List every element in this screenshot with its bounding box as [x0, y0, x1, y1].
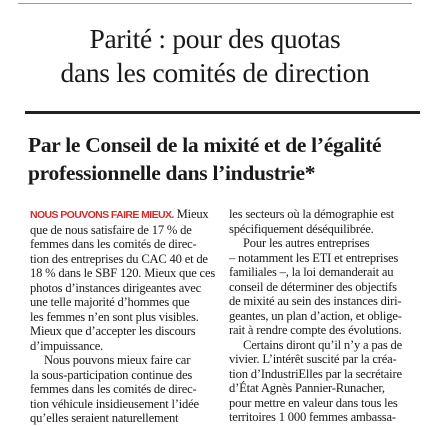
left-line: d’impuissance. — [30, 338, 104, 353]
byline-line-2: professionnelle dans l’industrie* — [28, 161, 316, 185]
left-line-0-text: Mieux — [173, 207, 209, 221]
left-line: Nous pouvons mieux faire car — [44, 353, 191, 367]
left-line: la sous-participation continue des — [30, 367, 193, 382]
right-line: tion d’IndustriElles par la secrétaire — [229, 366, 402, 381]
right-line: – notamment les ETI et entreprises — [229, 250, 399, 265]
right-line: Pour les autres entreprises — [243, 236, 370, 250]
left-line: tion véhicule insidieusement l’idée — [30, 396, 199, 411]
left-line: 18 % dans le SBF 120. Mieux que ces — [30, 266, 216, 280]
right-line: geantes, un plan d’action, et oblige- — [229, 308, 402, 323]
right-line: vivier. L’intérêt suscité par la créa- — [229, 352, 397, 366]
section-rule — [25, 111, 420, 114]
left-line: une telle majorité d’hommes que — [30, 295, 190, 309]
right-line: spécifiquement déséquilibrée. — [229, 221, 374, 236]
headline-line-2: dans les comités de direction — [60, 57, 370, 88]
left-line: femmes dans les comités de direc- — [30, 237, 197, 251]
right-line: de mixité au sein des instances diri- — [229, 294, 402, 308]
right-line: d’État Agnès Pannier-Runacher, — [229, 381, 385, 395]
right-column — [229, 207, 425, 425]
kicker: NOUS POUVONS FAIRE MIEUX. — [30, 209, 174, 221]
byline — [28, 131, 422, 187]
right-line: les secteurs où la démographie est — [229, 207, 394, 221]
headline-line-1: Parité : pour des quotas — [89, 23, 341, 54]
left-line: photos d’instances dirigeantes avec — [30, 280, 202, 295]
left-line: les femmes n’en sont plus visibles. — [30, 309, 199, 324]
left-line: qu’elles seraient naturellement — [30, 411, 179, 425]
right-line: Certains diront qu’il n’y a pas de — [243, 337, 402, 352]
right-line: pour mettre en valeur dans tous les — [229, 395, 398, 410]
top-rule — [18, 3, 412, 4]
right-line: territoires 1 000 femmes ambassa- — [229, 410, 396, 424]
left-column — [30, 207, 223, 426]
headline — [0, 22, 430, 90]
left-line: femmes dans les comités de direc- — [30, 382, 197, 396]
right-line: rait à rendre compte des évolutions. — [229, 323, 402, 337]
byline-line-1: Par le Conseil de la mixité et de l’égalité — [28, 133, 382, 157]
left-line-0 — [30, 207, 223, 223]
left-line: Mieux que d’accepter les discours — [30, 324, 196, 338]
right-line: conseil de déterminer des objectifs — [229, 279, 397, 294]
left-line: tion des entreprises du CAC 40 et de — [30, 251, 208, 266]
right-line: familiales –, la loi demanderait au — [229, 265, 394, 279]
left-line: que de nous satisfaire de 17 % de — [30, 222, 192, 237]
